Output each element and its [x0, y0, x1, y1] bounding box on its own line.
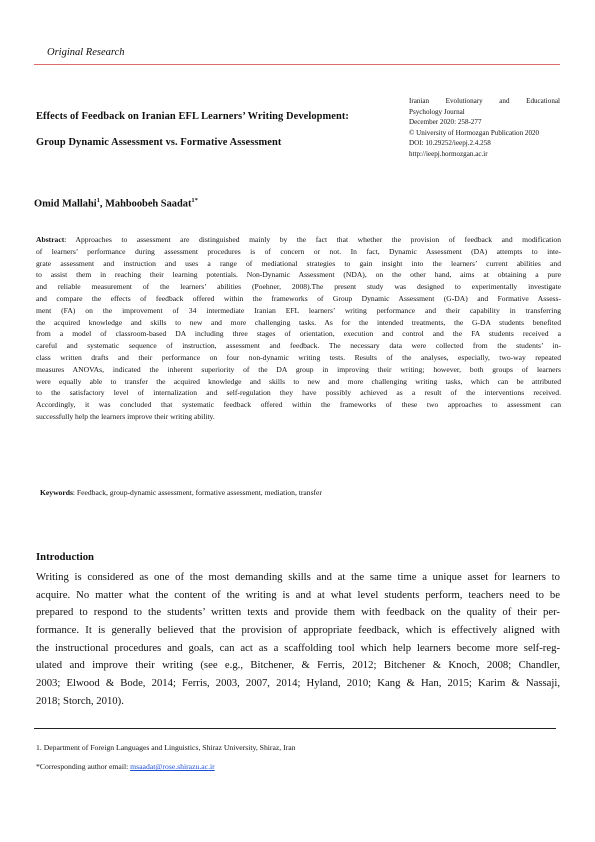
abstract-line: and reliable measurement of the learners’ abilities (Poehner, 2008).The present study was designed to experimentally investigate [36, 282, 561, 292]
journal-url[interactable]: http://ieepj.hormozgan.ac.ir [409, 149, 488, 158]
body-line: 2018; Storch, 2010). [36, 694, 124, 707]
abstract-line: to assist them in reaching their learning potentials. Non-Dynamic Assessment (NDA), on the other hand, aims at obtaining a pure [36, 270, 561, 280]
abstract-line: and compare the effects of feedback offered within the frameworks of Group Dynamic Assessment (G-DA) and Formative Assess- [36, 293, 561, 303]
abstract-line: to the satisfactory level of internalization and self-regulation they have possibly achieved as a result of the interventions received. [36, 388, 561, 398]
corresponding-email-link[interactable]: msaadat@rose.shirazu.ac.ir [130, 762, 215, 771]
abstract-line: Abstract: Approaches to assessment are distinguished mainly by the fact that whether the provision of feedback and modification [36, 235, 561, 244]
author-separator: , [99, 198, 106, 210]
abstract-line: from a model of classroom-based DA including three stages of orientation, execution and control and the FA students received a [36, 329, 561, 339]
paper-title-line-2: Group Dynamic Assessment vs. Formative Assessment [36, 137, 282, 148]
author-list [34, 197, 198, 209]
body-line: prepared to respond to the students’ written texts and provide them with feedback on the quality of their per- [36, 606, 560, 619]
body-line: the instructional procedures and goals, can act as a scaffolding tool which help learners become more self-reg- [36, 641, 560, 654]
abstract-line: careful and systematic sequence of instruction, assessment and feedback. The necessary data were collected from the students’ in- [36, 341, 561, 351]
body-line: ulated and improve their writing (see e.g., Bitchener, & Ferris, 2012; Bitchener & Knoch, 2008; Chandler, [36, 659, 560, 672]
footnote-rule [34, 728, 556, 729]
author-name: Omid Mallahi [34, 198, 97, 210]
footnote-corresponding [36, 762, 215, 771]
introduction-body [36, 569, 560, 711]
keywords-label: Keywords [40, 488, 73, 497]
section-label: Original Research [47, 47, 125, 58]
abstract-line: were equally able to transfer the acquired knowledge and skills to new and more challenging writing tasks, which can be attributed [36, 376, 561, 386]
header-rule [34, 64, 560, 65]
abstract-line: of learners’ performance during assessment procedures is of concern or not. In fact, Dynamic Assessment (DA) attempts to inte- [36, 246, 561, 256]
author-affiliation-mark: 1 [96, 197, 100, 204]
abstract-line: grate assessment and instruction and uses a range of mediational strategies to gain insight into the learners’ current abilities and [36, 258, 561, 268]
body-line: acquire. No matter what the content of the writing is and at what level students perform, teachers need to be [36, 588, 560, 601]
abstract-line: successfully help the learners improve their writing ability. [36, 411, 215, 421]
abstract-line: Accordingly, it was concluded that systematic feedback offered within the frameworks of these two approaches to assessment can [36, 400, 561, 410]
paper-title-line-1: Effects of Feedback on Iranian EFL Learners’ Writing Development: [36, 111, 349, 122]
journal-name-cont: Psychology Journal [409, 107, 465, 116]
journal-info [409, 96, 560, 159]
body-line: formance. It is generally believed that the provision of appropriate feedback, which is effectively aligned with [36, 624, 560, 637]
author-affiliation-mark: 1* [191, 197, 198, 204]
body-line: 2003; Elwood & Bode, 2014; Ferris, 2003, 2007, 2014; Hyland, 2010; Kang & Han, 2015; Karim & Nassaji, [36, 677, 560, 690]
abstract-line: ment (FA) on the improvement of 34 intermediate Iranian EFL learners’ writing performance and their capability in transferring [36, 305, 561, 315]
keywords-text: : Feedback, group-dynamic assessment, formative assessment, mediation, transfer [72, 488, 322, 497]
journal-doi[interactable]: DOI: 10.29252/ieepj.2.4.258 [409, 139, 491, 147]
abstract-line: class written drafts and their performance on four non-dynamic writing tests. Results of the analyses, especially, two-way repeated [36, 352, 561, 362]
abstract-line: measures ANOVAs, indicated the inherent superiority of the DA group in improving their writing; however, both groups of learners [36, 364, 561, 374]
journal-issue: December 2020: 258-277 [409, 118, 482, 126]
keywords [40, 488, 322, 497]
section-heading-introduction: Introduction [36, 551, 95, 563]
abstract-line: the acquired knowledge and skills to new and more challenging tasks. As for the intended treatments, the G-DA students benefited [36, 317, 561, 327]
journal-name: Iranian Evolutionary and Educational [409, 97, 560, 105]
footnote-affiliation: 1. Department of Foreign Languages and Linguistics, Shiraz University, Shiraz, Iran [36, 743, 296, 752]
abstract [36, 234, 561, 423]
abstract-label: Abstract [36, 235, 65, 244]
body-line: Writing is considered as one of the most demanding skills and at the same time a unique asset for learners to [36, 571, 560, 583]
journal-copyright: © University of Hormozgan Publication 2020 [409, 128, 540, 137]
corresponding-label: *Corresponding author email: [36, 762, 131, 771]
author-name: Mahboobeh Saadat [105, 198, 192, 210]
